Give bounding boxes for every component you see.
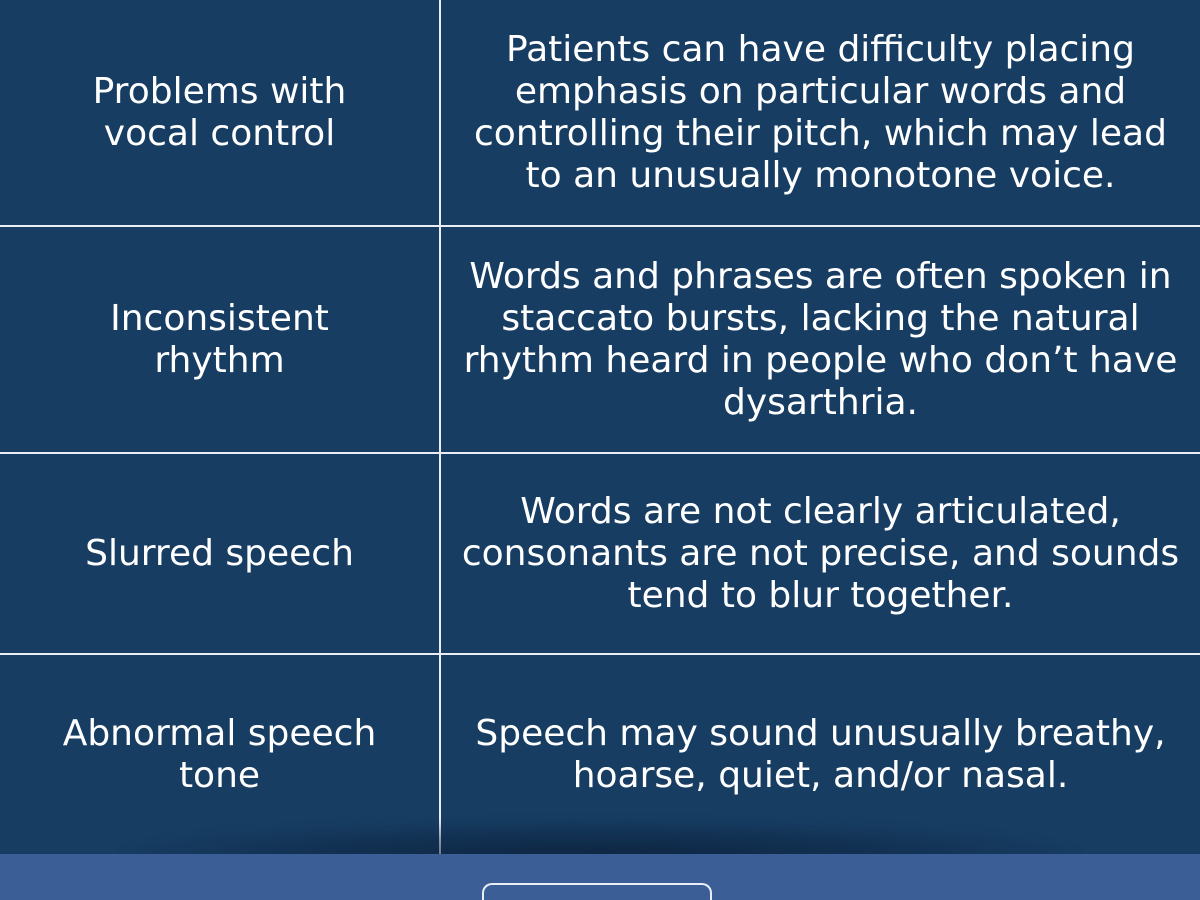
term-cell [0, 454, 439, 653]
table-row [0, 0, 1200, 225]
table-row [0, 227, 1200, 452]
term-text: Slurred speech [85, 532, 354, 574]
term-text: Problems with vocal control [92, 70, 347, 154]
term-text: Abnormal speech tone [62, 712, 377, 796]
description-text: Patients can have difficulty placing emphasis on particular words and controlling their pitch, which may lead to an unusually monotone voice. [474, 28, 1167, 196]
column-divider [439, 0, 441, 854]
row-divider [0, 653, 1200, 655]
term-cell [0, 227, 439, 452]
term-cell [0, 0, 439, 225]
description-cell [441, 0, 1200, 225]
row-divider [0, 225, 1200, 227]
description-text: Speech may sound unusually breathy, hoarse, quiet, and/or nasal. [475, 712, 1166, 796]
term-text: Inconsistent rhythm [110, 297, 329, 381]
table-row [0, 454, 1200, 653]
description-text: Words are not clearly articulated, consonants are not precise, and sounds tend to blur together. [461, 490, 1180, 616]
row-divider [0, 452, 1200, 454]
description-cell [441, 227, 1200, 452]
footer-tab-outline [482, 883, 712, 900]
description-cell [441, 454, 1200, 653]
description-text: Words and phrases are often spoken in staccato bursts, lacking the natural rhythm heard in people who don’t have dysarthria. [463, 255, 1178, 423]
